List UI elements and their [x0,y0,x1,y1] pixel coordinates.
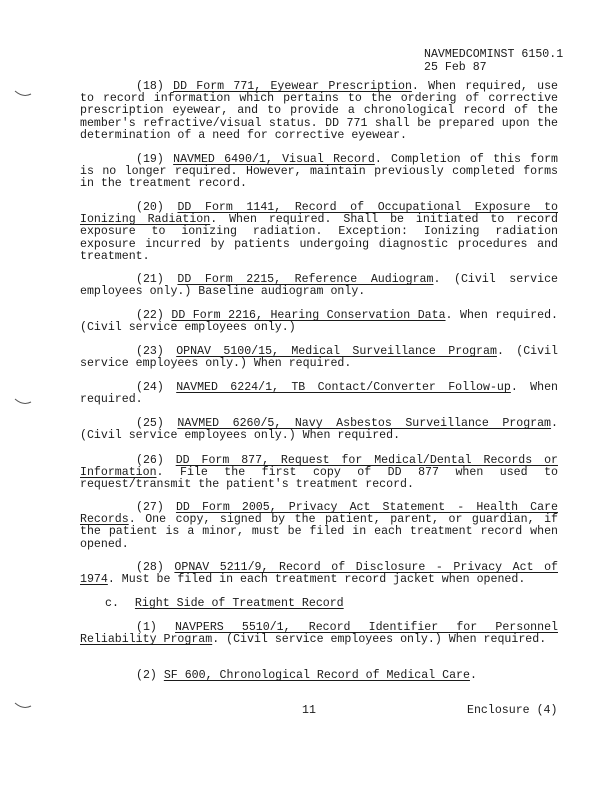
paragraph-28 [80,562,558,586]
title-period: . [510,381,518,394]
paragraph-body: (Civil service employees only.) When required. [80,345,558,371]
title-period: . [128,513,136,527]
paragraph-body: When required, use to record information which pertains to the ordering of corrective prescription eyewear, and to provide a chronological record of the member's refractive/visual status. DD 771 shall be prepared upon the determination of a need for corrective eyewear. [80,80,558,142]
paragraph-number: (28) [136,561,164,574]
instruction-date: 25 Feb 87 [424,61,487,74]
paragraph-body: (Civil service employees only.) Baseline audiogram only. [80,273,558,299]
paragraph-27 [80,502,558,551]
paragraph-body: Must be filed in each treatment record jacket when opened. [114,573,526,587]
paragraph-26 [80,455,558,492]
paragraph-number: (22) [136,309,164,322]
paragraph-23 [80,346,558,370]
form-title: NAVMED 6260/5, Navy Asbestos Surveillance Program [177,417,552,430]
title-period: . [411,80,419,93]
paragraph-number: (20) [136,201,164,214]
paragraph-18 [80,81,558,142]
paragraph-number: (18) [136,80,164,93]
paragraph-number: (24) [136,381,164,394]
paragraph-22 [80,310,558,334]
instruction-number: NAVMEDCOMINST 6150.1 [424,48,564,61]
enclosure-label: Enclosure (4) [467,704,558,717]
form-title: SF 600, Chronological Record of Medical Care [163,669,470,682]
paragraph-body: When required. Shall be initiated to record exposure to ionizing radiation. Exception: Ionizing radiation exposure incurred by patients undergoing diagnostic procedures and treatment. [80,213,559,263]
section-heading [105,598,344,610]
paragraph-body: When required. (Civil service employees only.) [80,309,558,335]
form-title: NAVMED 6490/1, Visual Record [173,153,375,166]
paragraph-number: (19) [136,153,164,166]
title-period: . [496,345,504,358]
paragraph-20 [80,202,558,263]
paragraph-number: (2) [136,669,157,682]
paragraph-number: (27) [136,501,164,514]
margin-mark-icon [14,398,32,406]
margin-mark-icon [14,90,32,98]
paragraph-number: (25) [136,417,164,430]
margin-mark-icon [14,702,32,710]
title-period: . [551,417,558,430]
title-period: . [107,573,115,587]
paragraph-body: (Civil service employees only.) When required. [219,633,547,647]
paragraph-number: (26) [136,454,164,467]
paragraph-number: (23) [136,345,164,358]
paragraph-body: One copy, signed by the patient, parent, or guardian, if the patient is a minor, must be filed in each treatment record when opened. [80,513,558,551]
subparagraph-1 [80,622,558,646]
form-title: DD Form 771, Eyewear Prescription [173,80,412,93]
title-period: . [210,213,218,227]
title-period: . [469,669,477,682]
title-period: . [374,153,382,166]
paragraph-body: When required. [80,381,558,407]
paragraph-25 [80,418,558,442]
form-title: OPNAV 5100/15, Medical Surveillance Program [176,345,497,358]
title-period: . [433,273,441,286]
form-title: DD Form 2005, Privacy Act Statement - Health Care Records [80,501,558,527]
page-number: 11 [302,704,316,717]
paragraph-body: Completion of this form is no longer required. However, maintain previously completed forms in the treatment record. [80,153,558,191]
form-title: DD Form 877, Request for Medical/Dental Records or Information [80,454,558,480]
paragraph-19 [80,154,558,191]
paragraph-number: (21) [136,273,164,286]
section-title: Right Side of Treatment Record [134,597,344,610]
paragraph-24 [80,382,558,406]
form-title: DD Form 1141, Record of Occupational Exposure to Ionizing Radiation [80,201,558,227]
form-title: OPNAV 5211/9, Record of Disclosure - Privacy Act of 1974 [80,561,558,587]
document-header [424,48,563,74]
paragraph-body: File the first copy of DD 877 when used to request/transmit the patient's treatment record. [80,466,558,492]
form-title: NAVMED 6224/1, TB Contact/Converter Follow-up [176,381,511,394]
paragraph-body: (Civil service employees only.) When required. [80,429,401,443]
title-period: . [156,466,164,480]
paragraph-number: (1) [136,621,157,634]
form-title: DD Form 2216, Hearing Conservation Data [171,309,446,322]
form-title: NAVPERS 5510/1, Record Identifier for Personnel Reliability Program [80,621,558,647]
paragraph-21 [80,274,558,298]
form-title: DD Form 2215, Reference Audiogram [177,273,434,286]
title-period: . [212,633,220,647]
subparagraph-2 [80,670,558,682]
title-period: . [445,309,453,322]
section-label: c. [105,597,119,610]
